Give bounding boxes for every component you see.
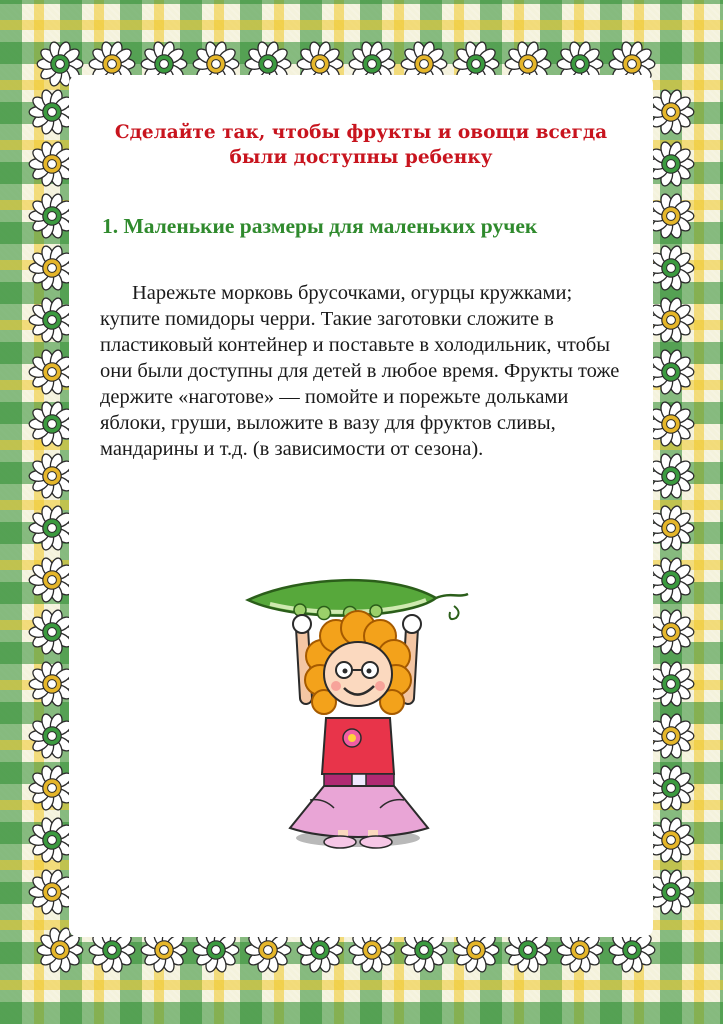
lace-flower bbox=[648, 89, 694, 136]
lace-flower bbox=[648, 245, 694, 292]
lace-flower bbox=[648, 349, 694, 396]
lace-flower bbox=[29, 453, 75, 500]
body-paragraph: Нарежьте морковь брусочками, огурцы кружками; купите помидоры черри. Такие заготовки сложите в пластиковый контейнер и поставьте в холодильник, чтобы они были доступны для детей в любое время. Фрукты тоже держите «наготове» — помойте и порежьте дольками яблоки, груши, выложите в вазу для фруктов сливы, мандарины и т.д. (в зависимости от сезона). bbox=[100, 282, 620, 460]
lace-flower bbox=[648, 193, 694, 240]
page-title: Сделайте так, чтобы фрукты и овощи всегда были доступны ребенку bbox=[114, 122, 608, 168]
lace-flower bbox=[648, 713, 694, 760]
lace-flower bbox=[29, 297, 75, 344]
lace-flower bbox=[29, 765, 75, 812]
lace-flower bbox=[648, 297, 694, 344]
lace-flower bbox=[29, 401, 75, 448]
section-heading: 1. Маленькие размеры для маленьких ручек bbox=[102, 214, 538, 238]
girl-with-pea-pod-illustration bbox=[240, 578, 480, 858]
lace-flower bbox=[29, 505, 75, 552]
lace-flower bbox=[648, 453, 694, 500]
lace-flower bbox=[29, 661, 75, 708]
lace-flower bbox=[648, 557, 694, 604]
lace-flower bbox=[29, 245, 75, 292]
lace-flower bbox=[648, 817, 694, 864]
lace-flower bbox=[648, 661, 694, 708]
lace-flower bbox=[29, 193, 75, 240]
lace-flower bbox=[29, 141, 75, 188]
lace-flower bbox=[29, 89, 75, 136]
lace-flower bbox=[29, 713, 75, 760]
lace-flower bbox=[29, 557, 75, 604]
lace-flower bbox=[648, 401, 694, 448]
lace-flower bbox=[648, 869, 694, 916]
lace-flower bbox=[648, 505, 694, 552]
lace-flower bbox=[648, 765, 694, 812]
lace-flower bbox=[648, 141, 694, 188]
lace-flower bbox=[29, 869, 75, 916]
lace-flower bbox=[29, 817, 75, 864]
lace-flower bbox=[29, 609, 75, 656]
lace-flower bbox=[29, 349, 75, 396]
content-page bbox=[72, 78, 650, 934]
lace-flower bbox=[648, 609, 694, 656]
